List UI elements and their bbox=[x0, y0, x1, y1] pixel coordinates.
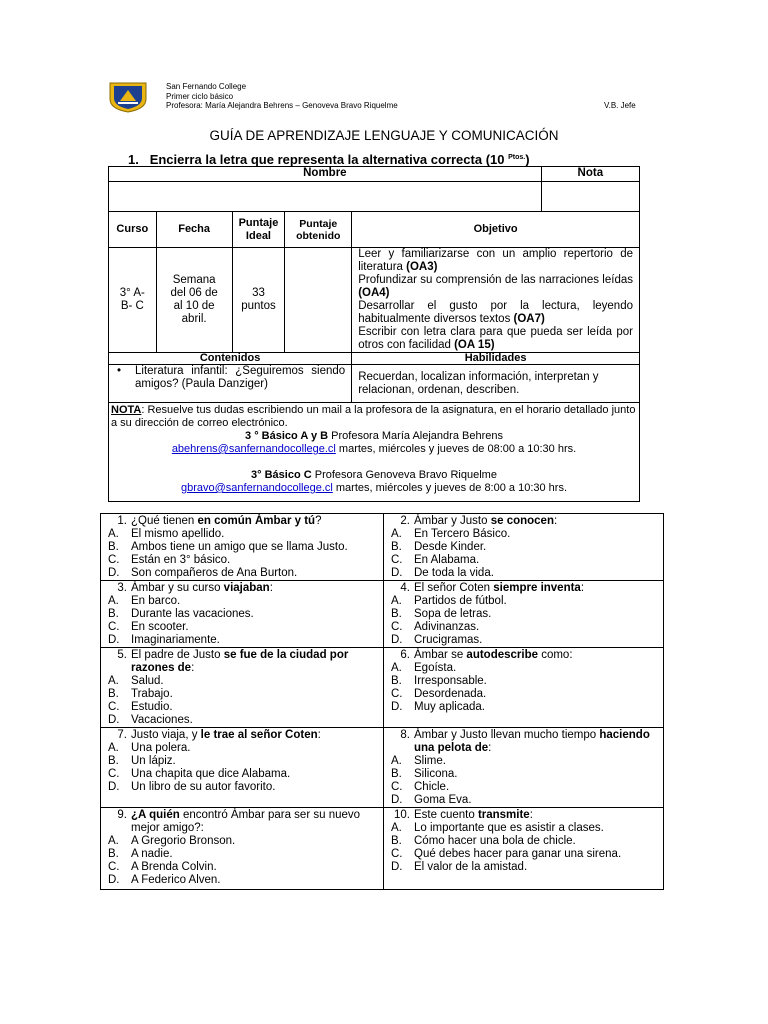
option-b[interactable]: B. Trabajo. bbox=[108, 688, 173, 700]
section-instruction bbox=[128, 152, 530, 167]
option-d[interactable]: D. Muy aplicada. bbox=[391, 701, 485, 713]
option-c[interactable]: C. En Alabama. bbox=[391, 554, 480, 566]
nota-field[interactable] bbox=[541, 182, 639, 212]
objectives-cell bbox=[352, 248, 640, 353]
question-1: 1. ¿Qué tienen en común Ámbar y tú? A. El mismo apellido. B. Ambos tiene un amigo que se llama Justo. C. Están en 3° básico. D. Son compañeros de Ana Burton. bbox=[101, 514, 384, 581]
puntaje-obtenido-field[interactable] bbox=[285, 248, 352, 353]
contact-1-email-link[interactable]: abehrens@sanfernandocollege.cl bbox=[171, 443, 336, 455]
curso-header: Curso bbox=[109, 212, 157, 248]
option-d[interactable]: D. Vacaciones. bbox=[108, 714, 193, 726]
option-b[interactable]: B. Desde Kinder. bbox=[391, 541, 487, 553]
questions-table bbox=[100, 513, 664, 890]
question-9: 9. ¿A quién encontró Ámbar para ser su nuevo mejor amigo?: A. A Gregorio Bronson. B. A nadie. C. A Brenda Colvin. D. A Federico Alven. bbox=[101, 808, 384, 890]
option-c[interactable]: C. Qué debes hacer para ganar una sirena. bbox=[391, 848, 622, 860]
contact-1-line: 3 ° Básico A y B Profesora María Alejandra Behrens bbox=[245, 430, 503, 442]
note-cell bbox=[109, 403, 640, 502]
contenidos-header: Contenidos bbox=[109, 353, 352, 365]
option-c[interactable]: C. Chicle. bbox=[391, 781, 450, 793]
option-d[interactable]: D. Crucigramas. bbox=[391, 634, 483, 646]
page-title: GUÍA DE APRENDIZAJE LENGUAJE Y COMUNICACIÓN bbox=[209, 128, 559, 143]
nombre-field[interactable] bbox=[109, 182, 542, 212]
option-c[interactable]: C. En scooter. bbox=[108, 621, 189, 633]
option-b[interactable]: B. Silicona. bbox=[391, 768, 458, 780]
question-6: 6. Ámbar se autodescribe como: A. Egoísta. B. Irresponsable. C. Desordenada. D. Muy aplicada. bbox=[384, 648, 664, 728]
habilidades-header: Habilidades bbox=[352, 353, 640, 365]
question-4: 4. El señor Coten siempre inventa: A. Partidos de fútbol. B. Sopa de letras. C. Adivinanzas. D. Crucigramas. bbox=[384, 581, 664, 648]
vb-label: V.B. Jefe bbox=[604, 101, 636, 110]
option-d[interactable]: D. A Federico Alven. bbox=[108, 874, 221, 886]
option-a[interactable]: A. Lo importante que es asistir a clases. bbox=[391, 822, 604, 834]
contenidos-cell bbox=[109, 365, 352, 403]
contact-2-email-line: gbravo@sanfernandocollege.cl martes, miércoles y jueves de 8:00 a 10:30 hrs. bbox=[181, 482, 567, 494]
school-name: San Fernando College bbox=[166, 82, 247, 91]
option-a[interactable]: A. A Gregorio Bronson. bbox=[108, 835, 236, 847]
section-close: ) bbox=[525, 152, 530, 167]
option-d[interactable]: D. De toda la vida. bbox=[391, 567, 494, 579]
cycle-label: Primer ciclo básico bbox=[166, 92, 234, 101]
option-d[interactable]: D. Imaginariamente. bbox=[108, 634, 220, 646]
objetivo-header: Objetivo bbox=[352, 212, 640, 248]
option-d[interactable]: D. Un libro de su autor favorito. bbox=[108, 781, 276, 793]
question-8: 8. Ámbar y Justo llevan mucho tiempo haciendo una pelota de: A. Slime. B. Silicona. C. Chicle. D. Goma Eva. bbox=[384, 728, 664, 808]
section-pts: Ptos. bbox=[508, 154, 526, 161]
contact-1-email-line: abehrens@sanfernandocollege.cl martes, miércoles y jueves de 08:00 a 10:30 hrs. bbox=[171, 443, 577, 455]
option-a[interactable]: A. En barco. bbox=[108, 595, 181, 607]
question-5: 5. El padre de Justo se fue de la ciudad por razones de: A. Salud. B. Trabajo. C. Estudio. D. Vacaciones. bbox=[101, 648, 384, 728]
objective-item: Desarrollar el gusto por la lectura, leyendo habitualmente diversos textos (OA7) bbox=[358, 300, 633, 325]
teachers-label: Profesora: María Alejandra Behrens – Genoveva Bravo Riquelme bbox=[166, 101, 398, 110]
fecha-value: Semana del 06 de al 10 de abril. bbox=[156, 248, 232, 353]
contact-2-email-link[interactable]: gbravo@sanfernandocollege.cl bbox=[181, 482, 333, 494]
option-a[interactable]: A. Una polera. bbox=[108, 742, 191, 754]
puntaje-ideal-header: Puntaje Ideal bbox=[232, 212, 285, 248]
puntaje-obtenido-header: Puntaje obtenido bbox=[285, 212, 352, 248]
section-number: 1. bbox=[128, 152, 139, 167]
option-b[interactable]: B. Cómo hacer una bola de chicle. bbox=[391, 835, 576, 847]
contenido-item: • Literatura infantil: ¿Seguiremos siendo amigos? (Paula Danziger) bbox=[117, 365, 346, 390]
option-d[interactable]: D. El valor de la amistad. bbox=[391, 861, 528, 873]
objective-item: Escribir con letra clara para que pueda ser leída por otros con facilidad (OA 15) bbox=[358, 326, 633, 351]
option-a[interactable]: A. En Tercero Básico. bbox=[391, 528, 511, 540]
fecha-header: Fecha bbox=[156, 212, 232, 248]
option-a[interactable]: A. Slime. bbox=[391, 755, 446, 767]
option-a[interactable]: A. El mismo apellido. bbox=[108, 528, 225, 540]
option-b[interactable]: B. Durante las vacaciones. bbox=[108, 608, 254, 620]
puntaje-value: 33 puntos bbox=[232, 248, 285, 353]
info-table bbox=[108, 166, 640, 502]
nombre-header: Nombre bbox=[109, 167, 542, 182]
option-b[interactable]: B. Ambos tiene un amigo que se llama Justo. bbox=[108, 541, 348, 553]
option-b[interactable]: B. Sopa de letras. bbox=[391, 608, 492, 620]
option-c[interactable]: C. Adivinanzas. bbox=[391, 621, 480, 633]
objective-item: Profundizar su comprensión de las narraciones leídas (OA4) bbox=[358, 274, 633, 299]
question-10: 10. Este cuento transmite: A. Lo importante que es asistir a clases. B. Cómo hacer una bola de chicle. C. Qué debes hacer para ganar una sirena. D. El valor de la amistad. bbox=[384, 808, 664, 890]
contact-2-line: 3° Básico C Profesora Genoveva Bravo Riquelme bbox=[251, 469, 497, 481]
option-c[interactable]: C. A Brenda Colvin. bbox=[108, 861, 217, 873]
option-d[interactable]: D. Goma Eva. bbox=[391, 794, 472, 806]
question-2: 2. Ámbar y Justo se conocen: A. En Tercero Básico. B. Desde Kinder. C. En Alabama. D. De toda la vida. bbox=[384, 514, 664, 581]
habilidades-cell: Recuerdan, localizan información, interpretan y relacionan, ordenan, describen. bbox=[352, 365, 640, 403]
school-logo bbox=[108, 81, 148, 113]
option-c[interactable]: C. Están en 3° básico. bbox=[108, 554, 231, 566]
question-3: 3. Ámbar y su curso viajaban: A. En barco. B. Durante las vacaciones. C. En scooter. D. Imaginariamente. bbox=[101, 581, 384, 648]
curso-value: 3° A- B- C bbox=[109, 248, 157, 353]
option-c[interactable]: C. Desordenada. bbox=[391, 688, 487, 700]
option-c[interactable]: C. Estudio. bbox=[108, 701, 173, 713]
option-b[interactable]: B. Un lápiz. bbox=[108, 755, 176, 767]
option-c[interactable]: C. Una chapita que dice Alabama. bbox=[108, 768, 291, 780]
note-text: NOTA: Resuelve tus dudas escribiendo un mail a la profesora de la asignatura, en el horario detallado junto a su dirección de correo electrónico. bbox=[111, 404, 636, 429]
bullet-icon: • bbox=[117, 365, 122, 377]
option-b[interactable]: B. Irresponsable. bbox=[391, 675, 487, 687]
option-a[interactable]: A. Egoísta. bbox=[391, 662, 457, 674]
question-7: 7. Justo viaja, y le trae al señor Coten: A. Una polera. B. Un lápiz. C. Una chapita que dice Alabama. D. Un libro de su autor favorito. bbox=[101, 728, 384, 808]
nota-header: Nota bbox=[541, 167, 639, 182]
option-a[interactable]: A. Partidos de fútbol. bbox=[391, 595, 507, 607]
objective-item: Leer y familiarizarse con un amplio repertorio de literatura (OA3) bbox=[358, 248, 633, 273]
option-a[interactable]: A. Salud. bbox=[108, 675, 164, 687]
section-text: Encierra la letra que representa la alternativa correcta (10 bbox=[149, 152, 505, 167]
option-b[interactable]: B. A nadie. bbox=[108, 848, 173, 860]
option-d[interactable]: D. Son compañeros de Ana Burton. bbox=[108, 567, 298, 579]
